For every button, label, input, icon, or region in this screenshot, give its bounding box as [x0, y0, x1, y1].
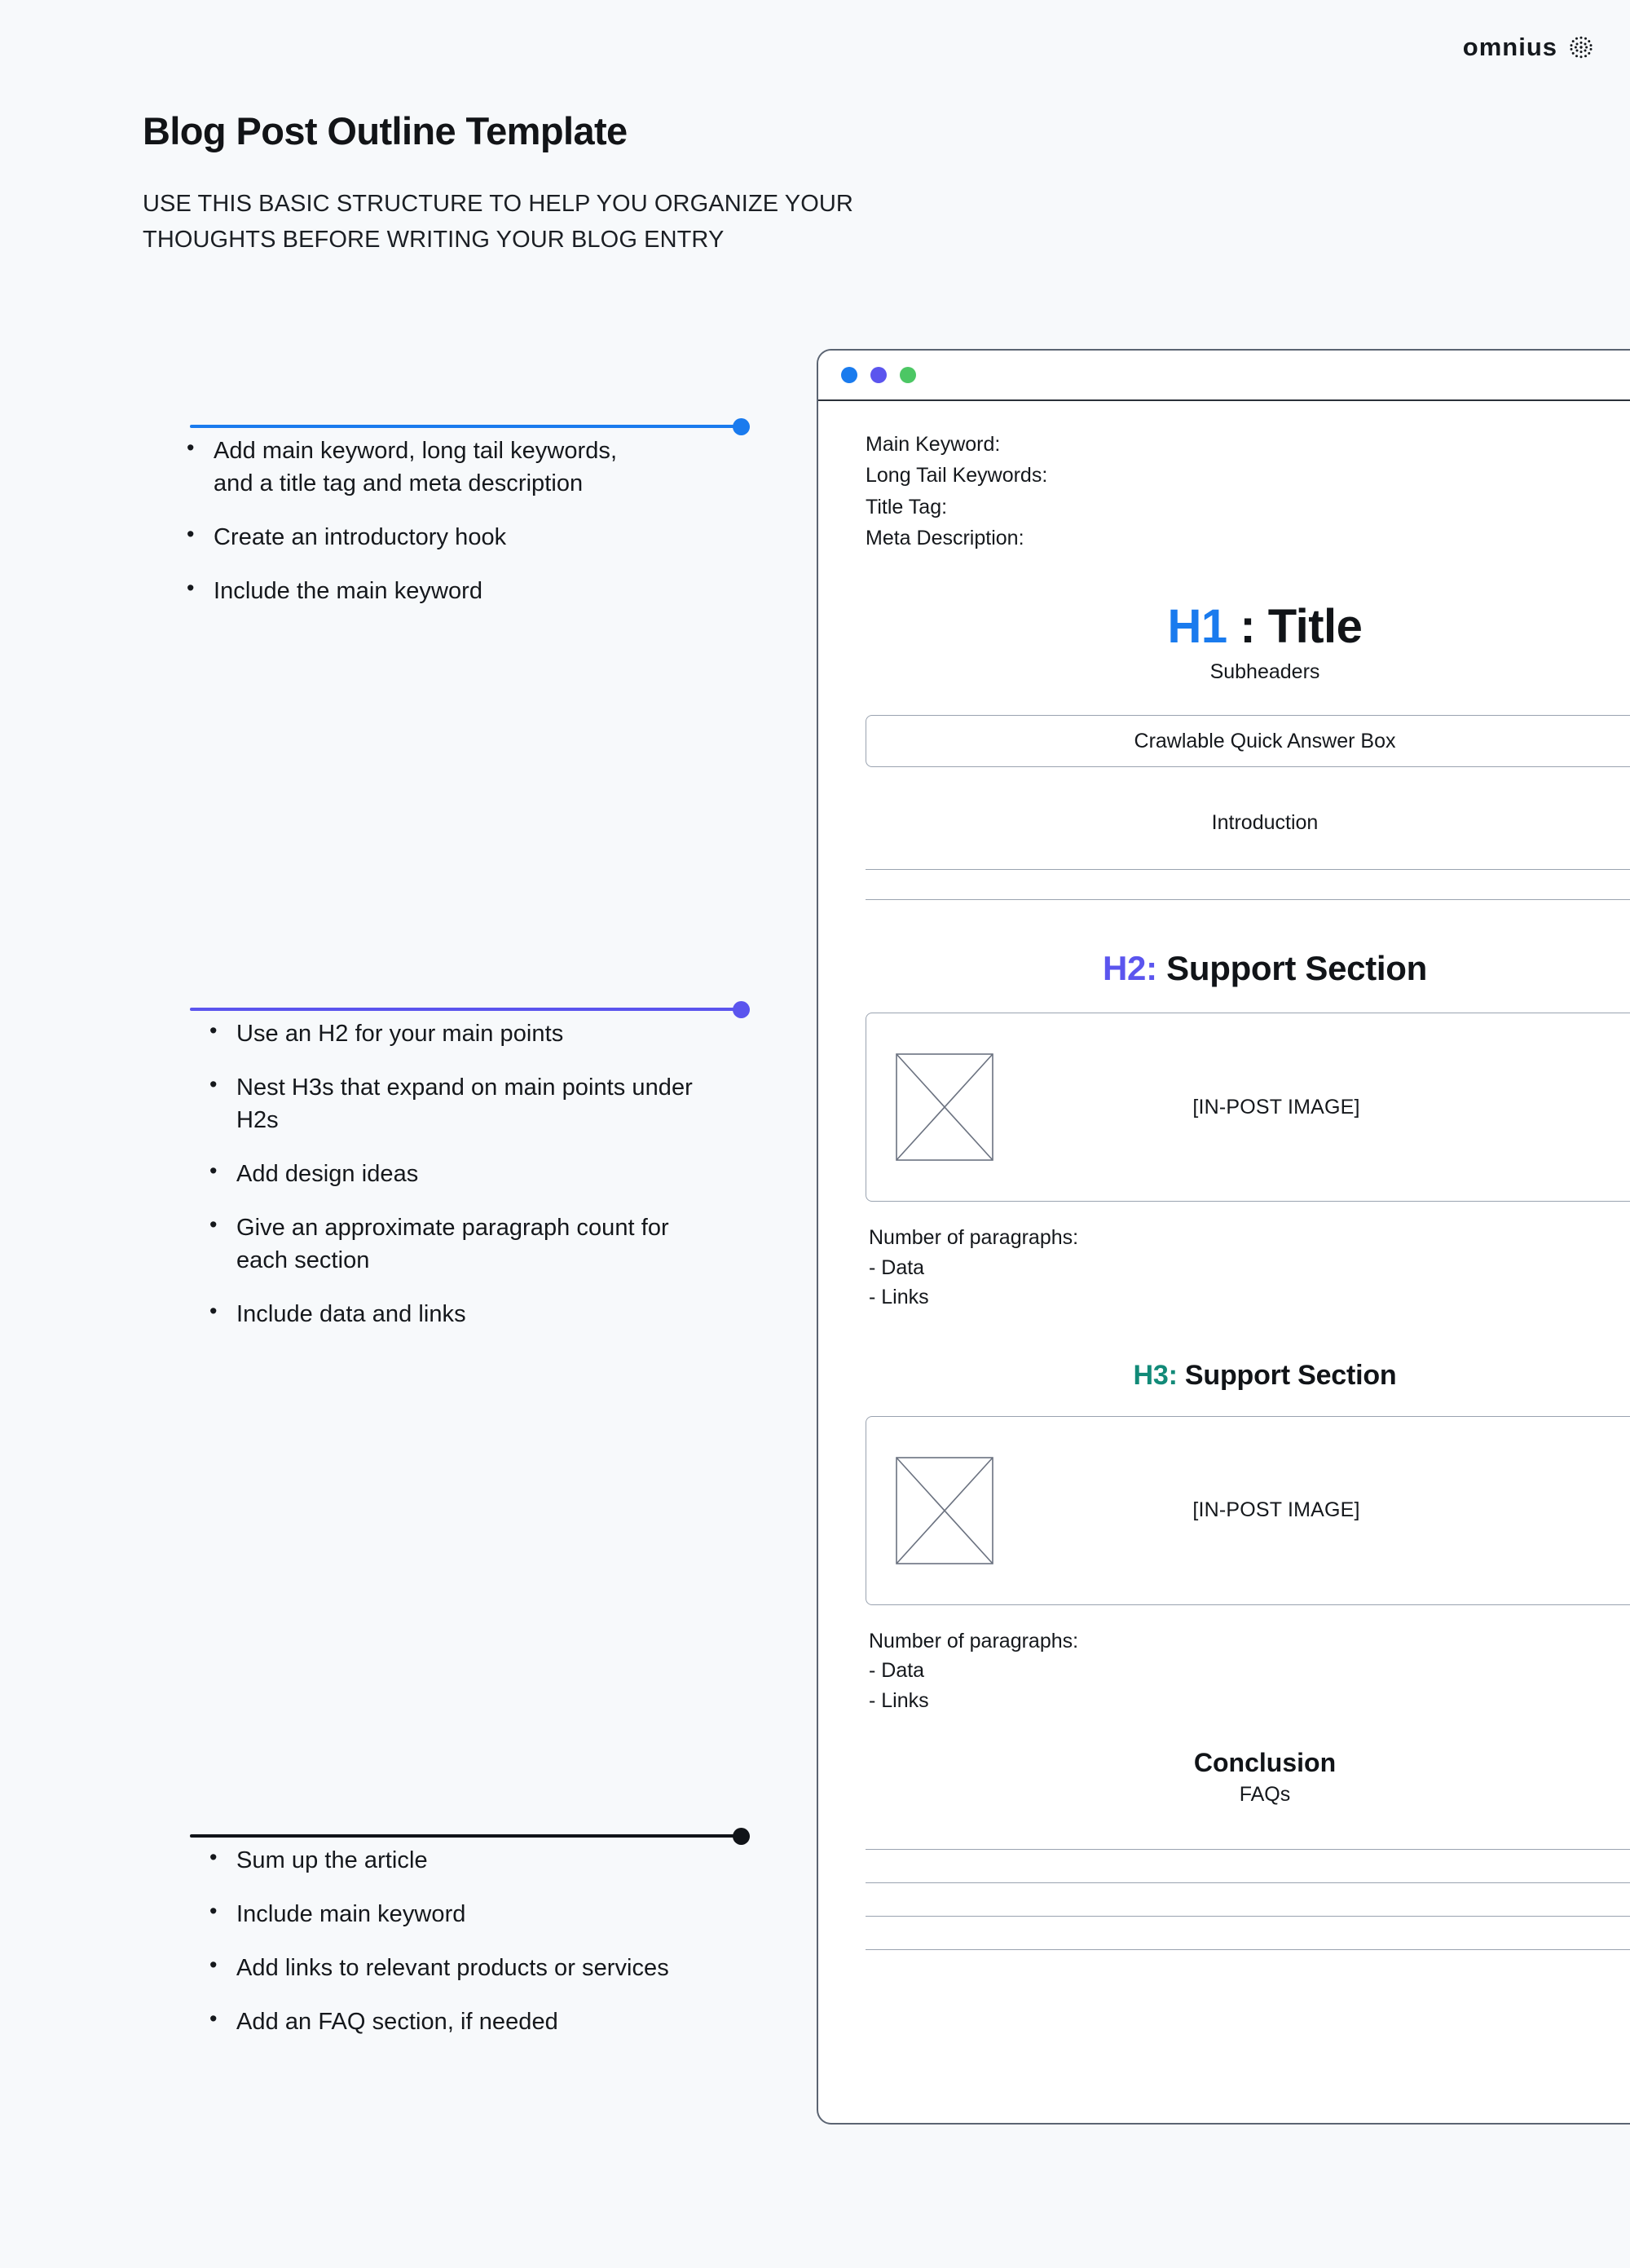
connector-line [190, 1834, 746, 1838]
purple-dot-icon[interactable] [870, 367, 887, 383]
faq-ruled-lines [866, 1849, 1630, 1950]
bullet-list [236, 1017, 693, 1330]
h3-heading [866, 1360, 1630, 1392]
page-subtitle: USE THIS BASIC STRUCTURE TO HELP YOU ORGANIZE YOUR THOUGHTS BEFORE WRITING YOUR BLOG ENTRY [143, 191, 853, 254]
intro-rule-2 [866, 899, 1630, 900]
meta-field-main-keyword: Main Keyword: [866, 433, 1001, 456]
outline-group-body [0, 1001, 815, 1352]
list-item: • Sum up the article [236, 1844, 693, 1877]
list-item: • Create an introductory hook [214, 521, 621, 554]
paragraph-note-links: - Links [869, 1286, 929, 1308]
blue-dot-icon[interactable] [841, 367, 857, 383]
faq-rule [866, 1849, 1630, 1850]
list-item: • Include the main keyword [214, 575, 621, 607]
faq-rule [866, 1882, 1630, 1883]
list-item: • Add an FAQ section, if needed [236, 2005, 693, 2038]
paragraph-note-links: - Links [869, 1688, 929, 1712]
h3-title-text: Support Section [1177, 1359, 1397, 1391]
answer-box-label: Crawlable Quick Answer Box [1134, 729, 1396, 752]
page-title: Blog Post Outline Template [143, 109, 628, 152]
introduction-label: Introduction [1211, 811, 1319, 834]
list-item: • Add design ideas [236, 1158, 693, 1190]
connector-line [190, 425, 746, 428]
h1-title-text: : Title [1227, 600, 1363, 653]
in-post-image-label: [IN-POST IMAGE] [1192, 1498, 1360, 1521]
meta-field-long-tail-keywords: Long Tail Keywords: [866, 464, 1048, 488]
faqs-label: FAQs [1239, 1783, 1291, 1806]
intro-rule-1 [866, 869, 1630, 870]
outline-group-intro [0, 418, 815, 629]
outline-group-conclusion [0, 1828, 815, 2059]
paragraph-note-data: - Data [869, 1255, 925, 1279]
dotted-circle-icon [1569, 35, 1593, 60]
list-item: • Nest H3s that expand on main points under H2s [236, 1071, 693, 1136]
list-item: • Include main keyword [236, 1898, 693, 1930]
paragraph-notes-1 [866, 1223, 1630, 1313]
connector-dot [733, 1001, 750, 1018]
bullet-list [236, 1844, 693, 2038]
h2-title-text: Support Section [1156, 949, 1427, 987]
image-placeholder-icon [866, 1457, 993, 1564]
paragraph-note-data: - Data [869, 1659, 925, 1682]
list-item: • Add main keyword, long tail keywords, and a title tag and meta description [214, 435, 621, 500]
browser-titlebar [818, 351, 1630, 401]
subheaders-label: Subheaders [1209, 660, 1320, 683]
list-item: • Give an approximate paragraph count for each section [236, 1211, 693, 1277]
paragraph-count-heading: Number of paragraphs: [869, 1226, 1079, 1249]
h1-tag-label: H1 [1167, 600, 1227, 653]
h1-heading [866, 599, 1630, 654]
h2-heading [866, 949, 1630, 988]
meta-field-meta-description: Meta Description: [866, 526, 1024, 549]
bullet-list [214, 435, 621, 607]
group-connector-purple [190, 1001, 746, 1017]
faq-rule [866, 1949, 1630, 1950]
in-post-image-label: [IN-POST IMAGE] [1192, 1095, 1360, 1119]
h3-tag-label: H3: [1133, 1359, 1178, 1391]
connector-dot [733, 1828, 750, 1845]
group-connector-blue [190, 418, 746, 435]
connector-dot [733, 418, 750, 435]
paragraph-count-heading: Number of paragraphs: [869, 1629, 1079, 1652]
paragraph-notes-2 [866, 1626, 1630, 1716]
h2-tag-label: H2: [1103, 949, 1157, 987]
in-post-image-box-2[interactable] [866, 1416, 1630, 1605]
crawlable-quick-answer-box[interactable] [866, 715, 1630, 767]
list-item: • Use an H2 for your main points [236, 1017, 693, 1050]
list-item: • Include data and links [236, 1298, 693, 1330]
brand-wordmark: omnius [1462, 33, 1557, 61]
green-dot-icon[interactable] [900, 367, 916, 383]
group-connector-black [190, 1828, 746, 1844]
document-body [818, 401, 1630, 1950]
browser-window-mockup [817, 349, 1630, 2125]
in-post-image-box-1[interactable] [866, 1013, 1630, 1202]
conclusion-label: Conclusion [1193, 1748, 1337, 1777]
brand-logo [1463, 33, 1593, 62]
image-placeholder-icon [866, 1053, 993, 1161]
connector-line [190, 1008, 746, 1011]
list-item: • Add links to relevant products or services [236, 1952, 693, 1984]
faq-rule [866, 1916, 1630, 1917]
meta-field-title-tag: Title Tag: [866, 495, 948, 518]
